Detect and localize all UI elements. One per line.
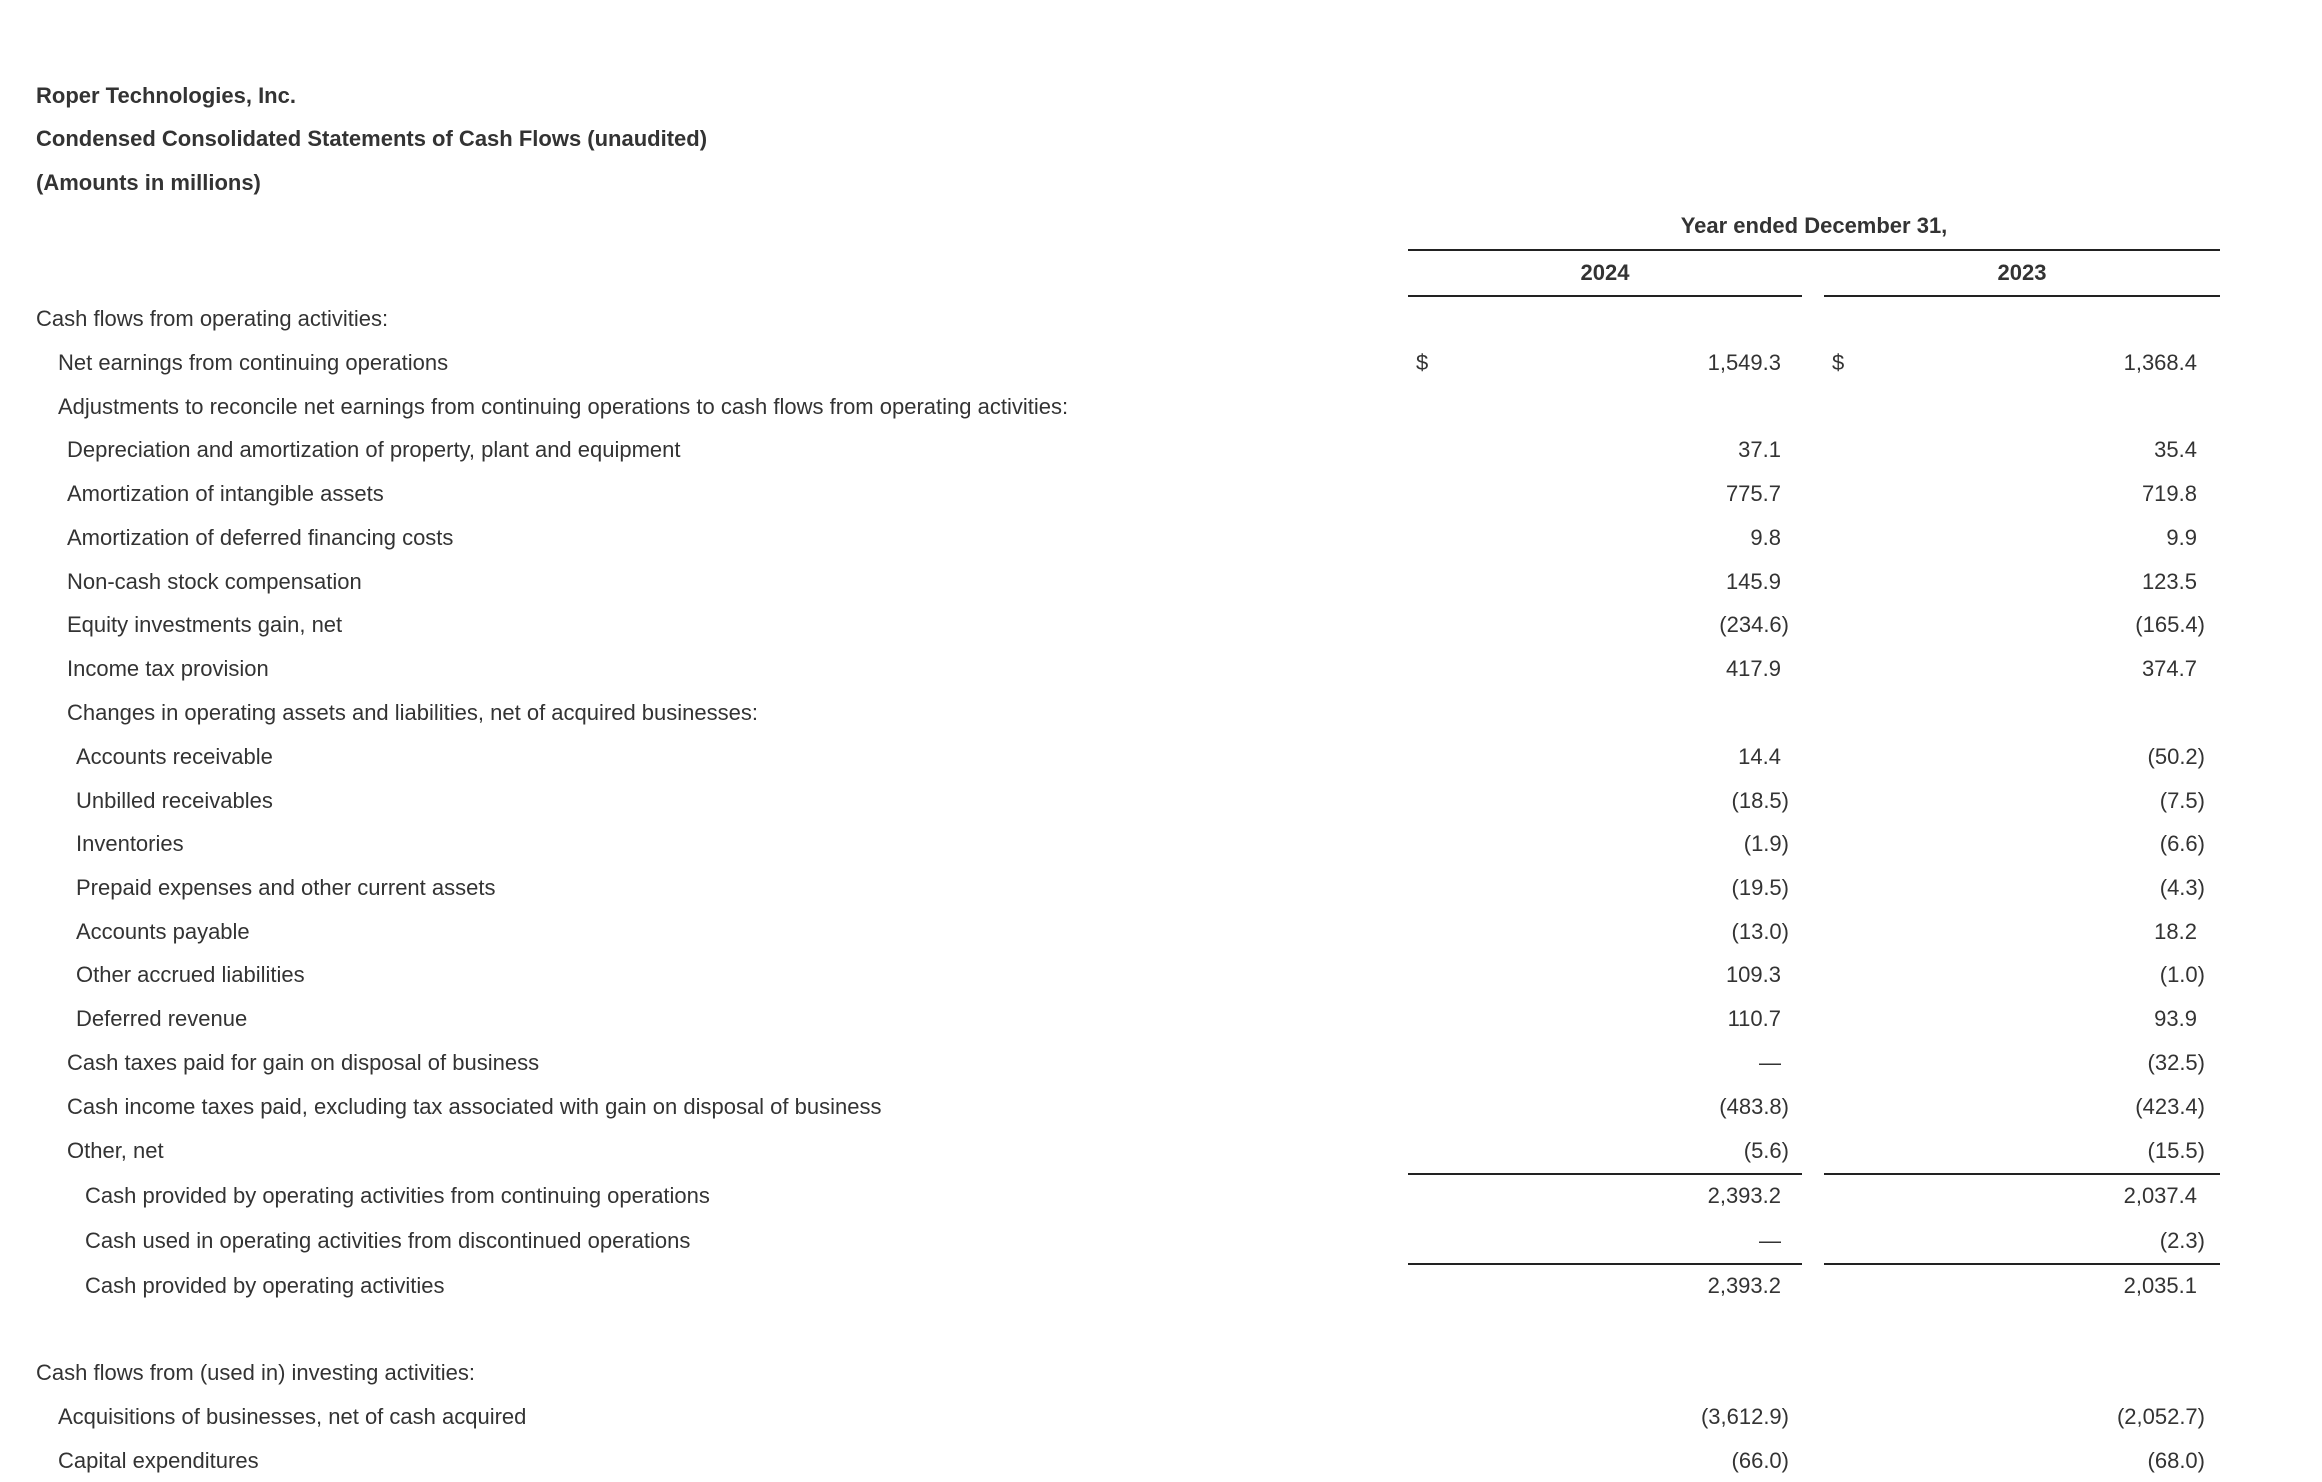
value-2023: 719.8 bbox=[2141, 480, 2197, 506]
row-label: Cash flows from operating activities: bbox=[36, 305, 389, 331]
value-2024: 145.9 bbox=[1725, 568, 1781, 594]
value-2023: (423.4) bbox=[2135, 1093, 2205, 1119]
table-row bbox=[0, 1219, 2322, 1262]
value-2023: 2,037.4 bbox=[2123, 1182, 2197, 1208]
table-row bbox=[0, 953, 2322, 996]
row-label: Unbilled receivables bbox=[76, 787, 273, 813]
row-label: Other, net bbox=[67, 1137, 164, 1163]
table-row bbox=[0, 297, 2322, 340]
value-2023: 9.9 bbox=[2166, 524, 2197, 550]
spacer-row bbox=[0, 1307, 2322, 1350]
period-header-rule bbox=[1408, 249, 2220, 251]
value-2024: — bbox=[1759, 1227, 1781, 1253]
table-row bbox=[0, 341, 2322, 384]
table-row bbox=[0, 822, 2322, 865]
value-2024: 1,549.3 bbox=[1707, 349, 1781, 375]
value-2023: (2,052.7) bbox=[2116, 1403, 2205, 1429]
row-label: Cash provided by operating activities from continuing operations bbox=[85, 1182, 710, 1208]
row-label: Depreciation and amortization of property, plant and equipment bbox=[67, 436, 681, 462]
value-2024: 14.4 bbox=[1738, 743, 1781, 769]
value-2024: 2,393.2 bbox=[1707, 1182, 1781, 1208]
table-row bbox=[0, 910, 2322, 953]
year-header-2024: 2024 bbox=[1580, 260, 1630, 285]
table-row bbox=[0, 1351, 2322, 1394]
table-row bbox=[0, 1395, 2322, 1438]
row-label: Adjustments to reconcile net earnings from continuing operations to cash flows from operating activities: bbox=[58, 393, 1069, 419]
table-row bbox=[0, 1439, 2322, 1482]
value-2023: 18.2 bbox=[2154, 918, 2197, 944]
value-2024: 2,393.2 bbox=[1707, 1272, 1781, 1298]
row-label: Prepaid expenses and other current assets bbox=[76, 874, 496, 900]
value-2023: (6.6) bbox=[2159, 830, 2205, 856]
row-label: Accounts payable bbox=[76, 918, 250, 944]
value-2024: (5.6) bbox=[1743, 1137, 1789, 1163]
value-2024: (234.6) bbox=[1719, 611, 1789, 637]
row-label: Acquisitions of businesses, net of cash acquired bbox=[58, 1403, 527, 1429]
company-name: Roper Technologies, Inc. bbox=[36, 83, 296, 108]
subtotal-rule-2024 bbox=[1408, 1263, 1802, 1265]
table-row bbox=[0, 866, 2322, 909]
table-row bbox=[0, 1085, 2322, 1128]
table-row bbox=[0, 997, 2322, 1040]
row-label: Changes in operating assets and liabilities, net of acquired businesses: bbox=[67, 699, 758, 725]
table-row bbox=[0, 779, 2322, 822]
year-header-2023: 2023 bbox=[1997, 260, 2047, 285]
value-2024: 417.9 bbox=[1725, 655, 1781, 681]
row-label: Cash flows from (used in) investing activities: bbox=[36, 1359, 475, 1385]
currency-symbol-2023: $ bbox=[1832, 349, 1845, 375]
value-2024: (3,612.9) bbox=[1700, 1403, 1789, 1429]
value-2024: (66.0) bbox=[1731, 1447, 1789, 1473]
value-2024: (13.0) bbox=[1731, 918, 1789, 944]
value-2023: (50.2) bbox=[2147, 743, 2205, 769]
table-row bbox=[0, 647, 2322, 690]
table-row bbox=[0, 516, 2322, 559]
row-label: Other accrued liabilities bbox=[76, 961, 305, 987]
value-2024: 110.7 bbox=[1727, 1005, 1781, 1031]
table-row bbox=[0, 735, 2322, 778]
value-2024: (1.9) bbox=[1743, 830, 1789, 856]
value-2023: 374.7 bbox=[2141, 655, 2197, 681]
row-label: Net earnings from continuing operations bbox=[58, 349, 449, 375]
value-2024: 37.1 bbox=[1738, 436, 1781, 462]
value-2023: 123.5 bbox=[2141, 568, 2197, 594]
row-label: Income tax provision bbox=[67, 655, 269, 681]
value-2024: — bbox=[1759, 1049, 1781, 1075]
value-2023: (68.0) bbox=[2147, 1447, 2205, 1473]
row-label: Cash income taxes paid, excluding tax associated with gain on disposal of business bbox=[67, 1093, 882, 1119]
table-row bbox=[0, 1174, 2322, 1217]
table-row bbox=[0, 560, 2322, 603]
subtotal-rule-2023 bbox=[1824, 1173, 2220, 1175]
table-row bbox=[0, 1041, 2322, 1084]
table-row bbox=[0, 385, 2322, 428]
value-2023: 1,368.4 bbox=[2123, 349, 2197, 375]
table-row bbox=[0, 472, 2322, 515]
row-label: Non-cash stock compensation bbox=[67, 568, 362, 594]
value-2024: (483.8) bbox=[1719, 1093, 1789, 1119]
value-2023: 35.4 bbox=[2154, 436, 2197, 462]
subtotal-rule-2024 bbox=[1408, 1173, 1802, 1175]
row-label: Capital expenditures bbox=[58, 1447, 259, 1473]
row-label: Cash used in operating activities from discontinued operations bbox=[85, 1227, 691, 1253]
value-2023: 2,035.1 bbox=[2123, 1272, 2197, 1298]
value-2023: (1.0) bbox=[2159, 961, 2205, 987]
units-note: (Amounts in millions) bbox=[36, 170, 261, 195]
value-2024: (18.5) bbox=[1731, 787, 1789, 813]
statement-title: Condensed Consolidated Statements of Cash Flows (unaudited) bbox=[36, 126, 708, 151]
value-2024: 109.3 bbox=[1725, 961, 1781, 987]
table-row bbox=[0, 428, 2322, 471]
row-label: Cash taxes paid for gain on disposal of business bbox=[67, 1049, 540, 1075]
value-2024: 775.7 bbox=[1725, 480, 1781, 506]
row-label: Accounts receivable bbox=[76, 743, 273, 769]
row-label: Amortization of intangible assets bbox=[67, 480, 384, 506]
value-2023: (15.5) bbox=[2147, 1137, 2205, 1163]
row-label: Equity investments gain, net bbox=[67, 611, 343, 637]
value-2023: (2.3) bbox=[2159, 1227, 2205, 1253]
table-row bbox=[0, 1264, 2322, 1307]
table-row bbox=[0, 691, 2322, 734]
value-2023: (7.5) bbox=[2159, 787, 2205, 813]
period-header: Year ended December 31, bbox=[1680, 213, 1948, 238]
value-2023: (4.3) bbox=[2159, 874, 2205, 900]
table-row bbox=[0, 603, 2322, 646]
value-2023: (165.4) bbox=[2135, 611, 2205, 637]
subtotal-rule-2023 bbox=[1824, 1263, 2220, 1265]
value-2023: (32.5) bbox=[2147, 1049, 2205, 1075]
value-2024: (19.5) bbox=[1731, 874, 1789, 900]
row-label: Deferred revenue bbox=[76, 1005, 248, 1031]
value-2024: 9.8 bbox=[1750, 524, 1781, 550]
row-label: Amortization of deferred financing costs bbox=[67, 524, 454, 550]
row-label: Cash provided by operating activities bbox=[85, 1272, 445, 1298]
value-2023: 93.9 bbox=[2154, 1005, 2197, 1031]
table-row bbox=[0, 1129, 2322, 1172]
currency-symbol-2024: $ bbox=[1416, 349, 1429, 375]
row-label: Inventories bbox=[76, 830, 184, 856]
